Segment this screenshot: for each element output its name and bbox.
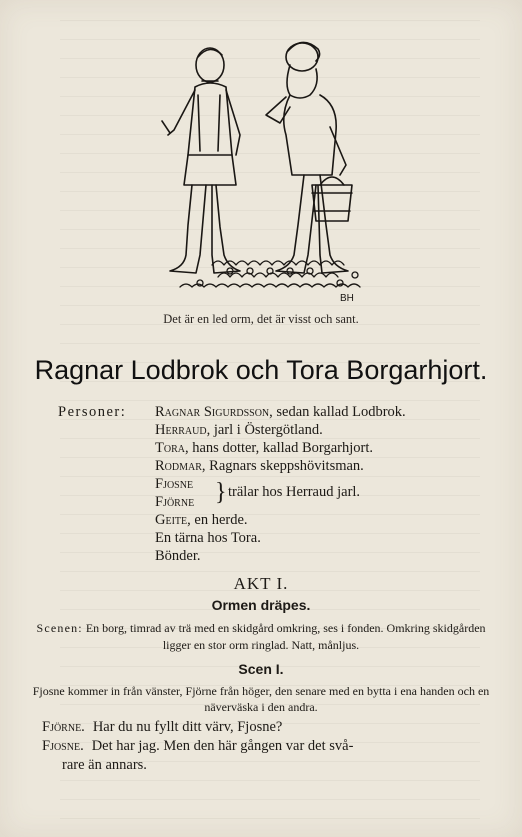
character-desc: , jarl i Östergötland. bbox=[206, 422, 323, 438]
cast-entry bbox=[155, 403, 495, 421]
act-heading: AKT I. bbox=[233, 574, 289, 593]
act-subtitle: Ormen dräpes. bbox=[211, 597, 311, 613]
speaker-name: Fjosne. bbox=[42, 738, 84, 754]
character-desc: , Ragnars skeppshövitsman. bbox=[201, 458, 364, 474]
play-title: Ragnar Lodbrok och Tora Borgarhjort. bbox=[34, 355, 488, 385]
brace-glyph: } bbox=[215, 478, 227, 506]
cast-label: Personer: bbox=[58, 404, 127, 420]
setting-description bbox=[30, 620, 492, 654]
character-name: Geite bbox=[155, 512, 188, 528]
cast-entry bbox=[155, 457, 495, 475]
illustration-caption: Det är en led orm, det är visst och sant. bbox=[163, 312, 359, 326]
character-name: Fjörne bbox=[155, 494, 195, 510]
character-name: Fjosne bbox=[155, 476, 194, 492]
stage-direction: Fjosne kommer in från vänster, Fjörne från höger, den senare med en bytta i ena handen och en näverväska i den andra. bbox=[32, 684, 490, 714]
character-desc: Bönder. bbox=[155, 548, 201, 564]
right-figure bbox=[266, 42, 352, 273]
character-name: Rodmar bbox=[155, 458, 202, 474]
two-thralls-illustration bbox=[140, 35, 380, 305]
character-desc: , sedan kallad Lodbrok. bbox=[269, 404, 406, 420]
dialogue-continuation: rare än annars. bbox=[62, 757, 147, 773]
cast-entry bbox=[155, 529, 495, 547]
speaker-name: Fjörne. bbox=[42, 719, 85, 735]
speech-text: Har du nu fyllt ditt värv, Fjosne? bbox=[92, 719, 283, 735]
character-desc: , en herde. bbox=[187, 512, 248, 528]
snake-coils bbox=[180, 261, 360, 287]
artist-signature: BH bbox=[340, 293, 354, 304]
character-name: Tora bbox=[155, 440, 185, 456]
dialogue-block bbox=[42, 718, 482, 775]
cast-entry bbox=[155, 511, 495, 529]
speech-text: Det har jag. Men den här gången var det svå- bbox=[91, 738, 354, 754]
setting-text: En borg, timrad av trä med en skidgård omkring, ses i fonden. Omkring skidgården ligger en stor orm ringlad. Natt, månljus. bbox=[85, 621, 486, 652]
character-desc: En tärna hos Tora. bbox=[155, 530, 261, 546]
setting-label: Scenen: bbox=[36, 621, 83, 635]
cast-entry bbox=[155, 439, 495, 457]
character-desc: , hans dotter, kallad Borgarhjort. bbox=[184, 440, 373, 456]
character-name: Ragnar Sigurdsson bbox=[155, 404, 270, 420]
left-figure bbox=[162, 48, 240, 273]
dialogue-line bbox=[42, 737, 482, 756]
cast-entries bbox=[155, 403, 495, 565]
cast-entry bbox=[155, 421, 495, 439]
cast-brace-group bbox=[155, 475, 495, 511]
dialogue-line bbox=[42, 718, 482, 737]
character-name: Herraud bbox=[155, 422, 207, 438]
scene-heading: Scen I. bbox=[238, 661, 284, 677]
character-desc: trälar hos Herraud jarl. bbox=[228, 484, 361, 500]
cast-entry bbox=[155, 547, 495, 565]
